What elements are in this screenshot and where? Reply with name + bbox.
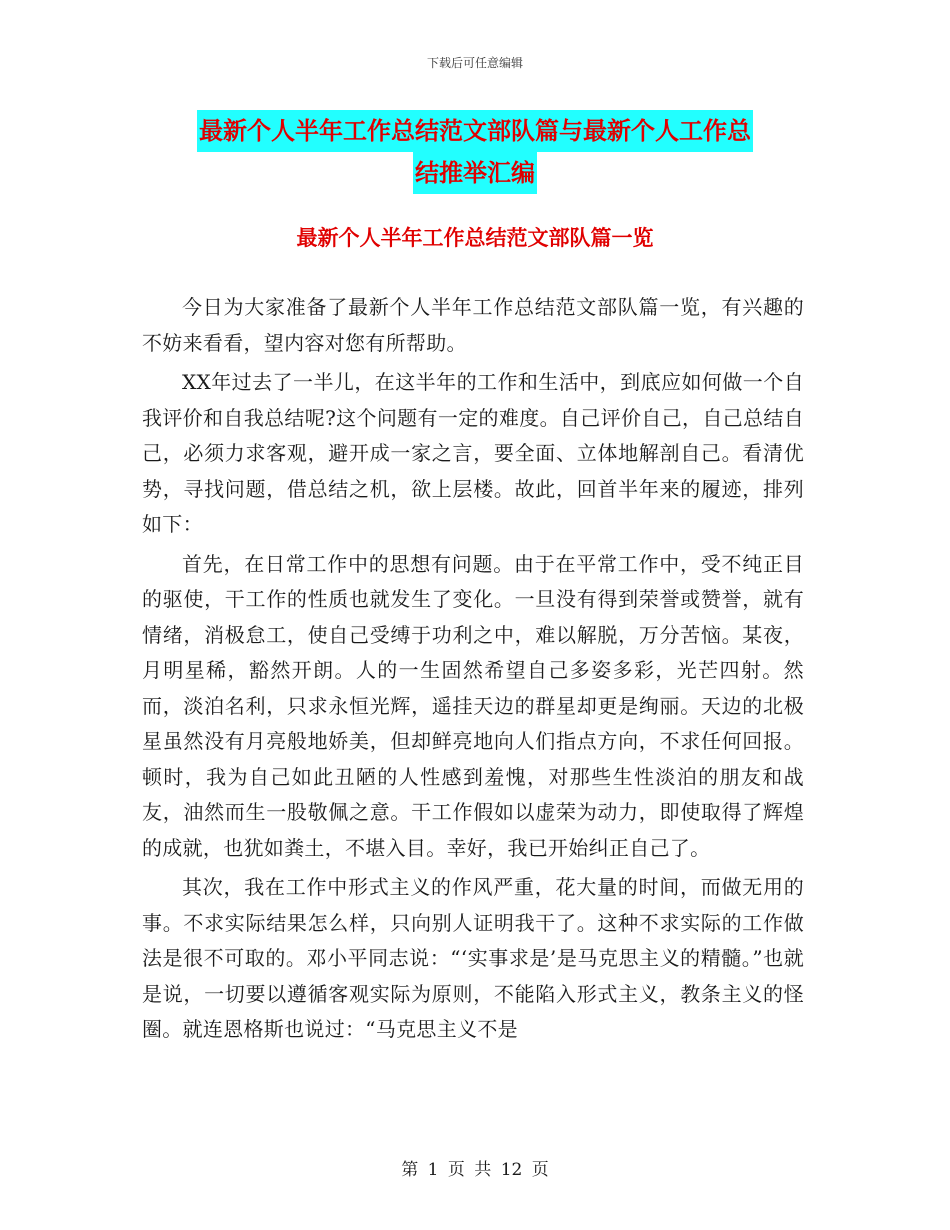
section-title: 最新个人半年工作总结范文部队篇一览: [296, 226, 654, 250]
document-title: [140, 110, 810, 194]
header-note: 下载后可任意编辑: [426, 56, 523, 70]
title-line-1: 最新个人半年工作总结范文部队篇与最新个人工作总: [197, 110, 753, 152]
paragraph: XX年过去了一半儿，在这半年的工作和生活中，到底应如何做一个自我评价和自我总结呢?这个问题有一定的难度。自己评价自己，自己总结自己，必须力求客观，避开成一家之言，要全面、立体地解剖自己。看清优势，寻找问题，借总结之机，欲上层楼。故此，回首半年来的履迹，排列如下：: [142, 370, 804, 536]
body-text: [142, 290, 804, 1052]
paragraph: 今日为大家准备了最新个人半年工作总结范文部队篇一览，有兴趣的不妨来看看，望内容对您有所帮助。: [142, 295, 804, 355]
title-line-2: 结推举汇编: [413, 152, 537, 194]
paragraph: 首先，在日常工作中的思想有问题。由于在平常工作中，受不纯正目的驱使，干工作的性质也就发生了变化。一旦没有得到荣誉或赞誉，就有情绪，消极怠工，使自己受缚于功利之中，难以解脱，万分苦恼。某夜，月明星稀，豁然开朗。人的一生固然希望自己多姿多彩，光芒四射。然而，淡泊名利，只求永恒光辉，遥挂天边的群星却更是绚丽。天边的北极星虽然没有月亮般地娇美，但却鲜亮地向人们指点方向，不求任何回报。顿时，我为自己如此丑陋的人性感到羞愧，对那些生性淡泊的朋友和战友，油然而生一股敬佩之意。干工作假如以虚荣为动力，即使取得了辉煌的成就，也犹如粪土，不堪入目。幸好，我已开始纠正自己了。: [142, 551, 804, 860]
page-footer: 第 1 页 共 12 页: [401, 1160, 549, 1180]
paragraph: 其次，我在工作中形式主义的作风严重，花大量的时间，而做无用的事。不求实际结果怎么样，只向别人证明我干了。这种不求实际的工作做法是很不可取的。邓小平同志说：“‘实事求是’是马克思主义的精髓。”也就是说，一切要以遵循客观实际为原则，不能陷入形式主义，教条主义的怪圈。就连恩格斯也说过：“马克思主义不是: [142, 875, 804, 1041]
